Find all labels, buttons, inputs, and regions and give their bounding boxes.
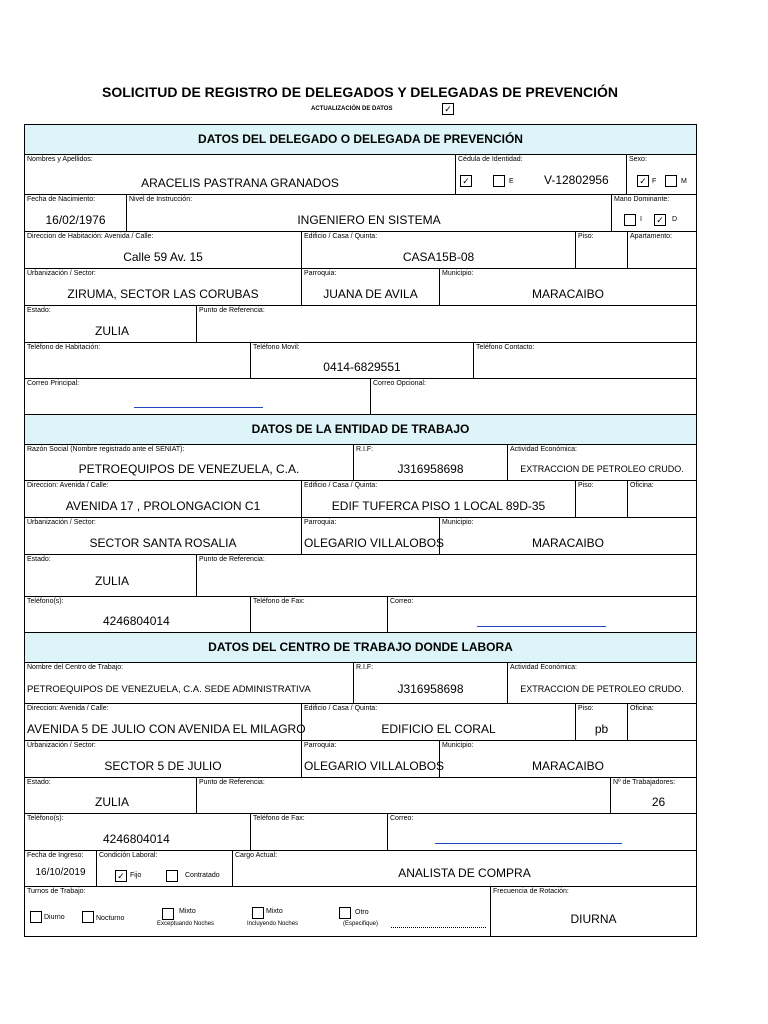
row-razon — [25, 445, 696, 481]
cell-urb — [25, 269, 302, 305]
cell-razon — [25, 445, 354, 480]
urb-value[interactable]: ZIRUMA, SECTOR LAS CORUBAS — [67, 287, 259, 301]
cell-piso — [576, 232, 628, 268]
municipio-value[interactable]: MARACAIBO — [531, 287, 604, 301]
entidad-direccion-label: Direccion: Avenida / Calle: — [27, 482, 109, 489]
centro-telefono-value[interactable]: 4246804014 — [103, 832, 170, 846]
centro-estado-label: Estado: — [27, 779, 51, 786]
entidad-urb-label: Urbanización / Sector: — [27, 519, 96, 526]
registration-form — [24, 124, 697, 937]
sexo-m-checkbox[interactable] — [665, 175, 677, 187]
centro-nombre-value[interactable]: PETROEQUIPOS DE VENEZUELA, C.A. SEDE ADMINISTRATIVA — [27, 684, 311, 695]
entidad-parroquia-label: Parroquia: — [304, 519, 337, 526]
fijo-label: Fijo — [130, 872, 142, 879]
mano-i-label: I — [640, 216, 642, 223]
entidad-correo-link-line[interactable] — [477, 626, 606, 627]
centro-urb-value[interactable]: SECTOR 5 DE JULIO — [104, 759, 222, 773]
cell-centro-estado — [25, 778, 197, 813]
entidad-punto-label: Punto de Referencia: — [199, 556, 265, 563]
entidad-municipio-label: Municipio: — [442, 519, 474, 526]
centro-rif-value[interactable]: J316958698 — [397, 682, 464, 696]
centro-piso-label: Piso: — [578, 705, 594, 712]
row-centro-ingreso — [25, 851, 696, 887]
cell-entidad-direccion — [25, 481, 302, 517]
cell-tel-hab — [25, 343, 251, 378]
sexo-f-label: F — [652, 178, 657, 185]
centro-direccion-label: Direccion: Avenida / Calle: — [27, 705, 109, 712]
centro-parroquia-label: Parroquia: — [304, 742, 337, 749]
centro-fax-label: Teléfono de Fax: — [253, 815, 305, 822]
contratado-checkbox[interactable] — [166, 870, 178, 882]
tel-contacto-label: Teléfono Contacto: — [476, 344, 535, 351]
entidad-direccion-value[interactable]: AVENIDA 17 , PROLONGACION C1 — [65, 499, 261, 513]
cell-entidad-piso — [576, 481, 628, 517]
sexo-f-checkbox[interactable]: ✓ — [637, 175, 649, 187]
cell-entidad-edificio — [302, 481, 576, 517]
cell-centro-direccion — [25, 704, 306, 740]
entidad-edificio-value[interactable]: EDIF TUFERCA PISO 1 LOCAL 89D-35 — [331, 499, 546, 513]
form-title: SOLICITUD DE REGISTRO DE DELEGADOS Y DELEGADAS DE PREVENCIÓN — [102, 84, 618, 100]
cell-correo — [25, 379, 371, 414]
rif-value[interactable]: J316958698 — [397, 462, 464, 476]
mixto-incluyendo-checkbox[interactable] — [252, 907, 264, 919]
centro-direccion-value[interactable]: AVENIDA 5 DE JULIO CON AVENIDA EL MILAGRO — [27, 722, 306, 736]
centro-piso-value[interactable]: pb — [594, 722, 609, 736]
centro-oficina-label: Oficina: — [630, 705, 654, 712]
cell-entidad-telefono — [25, 597, 251, 632]
entidad-parroquia-value[interactable]: OLEGARIO VILLALOBOS — [304, 536, 445, 550]
parroquia-value[interactable]: JUANA DE AVILA — [323, 287, 418, 301]
cell-cedula — [456, 155, 627, 194]
entidad-estado-value[interactable]: ZULIA — [95, 574, 130, 588]
row-centro-nombre — [25, 663, 696, 704]
cell-entidad-oficina — [628, 481, 696, 517]
cell-centro-nombre — [25, 663, 354, 703]
municipio-label: Municipio: — [442, 270, 474, 277]
cell-fecha-nac — [25, 195, 127, 231]
centro-nombre-label: Nombre del Centro de Trabajo: — [27, 664, 124, 671]
entidad-estado-label: Estado: — [27, 556, 51, 563]
cell-centro-fax — [251, 814, 388, 850]
tel-hab-label: Teléfono de Habitación: — [27, 344, 101, 351]
sexo-m-label: M — [681, 178, 687, 185]
cedula-label: Cédula de Identidad: — [458, 156, 523, 163]
cell-entidad-estado — [25, 555, 197, 596]
correo-opc-label: Correo Opcional: — [373, 380, 426, 387]
centro-municipio-label: Municipio: — [442, 742, 474, 749]
centro-urb-label: Urbanización / Sector: — [27, 742, 96, 749]
cell-sexo — [627, 155, 696, 194]
cell-entidad-correo — [388, 597, 696, 632]
urb-label: Urbanización / Sector: — [27, 270, 96, 277]
cell-correo-opc — [371, 379, 696, 414]
rif-label: R.I.F: — [356, 446, 374, 453]
correo-label: Correo Principal: — [27, 380, 80, 387]
razon-label: Razón Social (Nombre registrado ante el SENIAT): — [27, 446, 185, 453]
centro-parroquia-value[interactable]: OLEGARIO VILLALOBOS — [304, 759, 445, 773]
nivel-value[interactable]: INGENIERO EN SISTEMA — [297, 213, 441, 227]
row-centro-direccion — [25, 704, 696, 741]
row-urbanizacion — [25, 269, 696, 306]
cell-nivel — [127, 195, 612, 231]
centro-trabajadores-value[interactable]: 26 — [651, 795, 666, 809]
fijo-checkbox[interactable]: ✓ — [115, 870, 127, 882]
cell-fecha-ingreso — [25, 851, 97, 886]
row-centro-telefono — [25, 814, 696, 851]
cell-frecuencia — [491, 887, 696, 936]
parroquia-label: Parroquia: — [304, 270, 337, 277]
entidad-piso-label: Piso: — [578, 482, 594, 489]
cell-municipio — [440, 269, 696, 305]
turnos-label: Turnos de Trabajo: — [27, 888, 86, 895]
row-direccion — [25, 232, 696, 269]
otro-sub: (Especifique) — [343, 921, 379, 927]
cedula-v-checkbox[interactable]: ✓ — [460, 175, 472, 187]
row-entidad-direccion — [25, 481, 696, 518]
correo-link-line[interactable] — [134, 407, 263, 408]
cell-tel-movil — [251, 343, 474, 378]
tel-movil-label: Teléfono Movil: — [253, 344, 300, 351]
edificio-value[interactable]: CASA15B-08 — [402, 250, 475, 264]
diurno-checkbox[interactable] — [30, 911, 42, 923]
centro-telefono-label: Teléfono(s): — [27, 815, 64, 822]
cell-centro-edificio — [302, 704, 576, 740]
centro-estado-value[interactable]: ZULIA — [95, 795, 130, 809]
cell-centro-actividad — [508, 663, 696, 703]
centro-punto-label: Punto de Referencia: — [199, 779, 265, 786]
entidad-telefono-value[interactable]: 4246804014 — [103, 614, 170, 628]
cell-centro-telefono — [25, 814, 251, 850]
mano-d-label: D — [672, 216, 678, 223]
mixto-exceptuando-checkbox[interactable] — [162, 908, 174, 920]
row-turnos — [25, 887, 696, 936]
razon-value[interactable]: PETROEQUIPOS DE VENEZUELA, C.A. — [78, 462, 300, 476]
cedula-e-label: E — [509, 178, 514, 185]
section-entidad: DATOS DE LA ENTIDAD DE TRABAJO — [25, 415, 696, 445]
mixto-incluyendo-sub: Incluyendo Noches — [247, 921, 299, 927]
cedula-e-checkbox[interactable] — [493, 175, 505, 187]
sexo-label: Sexo: — [629, 156, 647, 163]
cell-condicion — [97, 851, 233, 886]
cell-tel-contacto — [474, 343, 696, 378]
cedula-value[interactable]: V-12802956 — [544, 173, 609, 187]
entidad-oficina-label: Oficina: — [630, 482, 654, 489]
piso-label: Piso: — [578, 233, 594, 240]
centro-trabajadores-label: Nº de Trabajadores: — [613, 779, 676, 786]
row-centro-estado — [25, 778, 696, 814]
cell-centro-oficina — [628, 704, 696, 740]
cell-estado — [25, 306, 197, 342]
centro-edificio-label: Edificio / Casa / Quinta: — [304, 705, 378, 712]
diurno-label: Diurno — [44, 914, 65, 921]
mano-d-checkbox[interactable]: ✓ — [654, 214, 666, 226]
cell-punto — [197, 306, 696, 342]
cell-direccion — [25, 232, 302, 268]
condicion-label: Condición Laboral: — [99, 852, 158, 859]
row-entidad-telefono — [25, 597, 696, 633]
section-centro: DATOS DEL CENTRO DE TRABAJO DONDE LABORA — [25, 633, 696, 663]
centro-rif-label: R.I.F: — [356, 664, 374, 671]
nivel-label: Nivel de Instrucción: — [129, 196, 193, 203]
cell-actividad — [508, 445, 696, 480]
entidad-correo-label: Correo: — [390, 598, 414, 605]
fecha-nac-label: Fecha de Nacimiento: — [27, 196, 96, 203]
nombres-value[interactable]: ARACELIS PASTRANA GRANADOS — [141, 176, 339, 190]
cell-mano — [612, 195, 696, 231]
cell-edificio — [302, 232, 576, 268]
row-estado — [25, 306, 696, 343]
cell-entidad-urb — [25, 518, 302, 554]
actividad-value[interactable]: EXTRACCION DE PETROLEO CRUDO. — [520, 464, 684, 474]
entidad-municipio-value[interactable]: MARACAIBO — [531, 536, 604, 550]
cell-centro-trabajadores — [611, 778, 696, 813]
frecuencia-value[interactable]: DIURNA — [570, 912, 617, 926]
centro-correo-label: Correo: — [390, 815, 414, 822]
otro-label: Otro — [355, 909, 369, 916]
fecha-nac-value[interactable]: 16/02/1976 — [45, 213, 106, 227]
row-fecha-nacimiento — [25, 195, 696, 232]
cell-centro-municipio — [440, 741, 696, 777]
cell-centro-rif — [354, 663, 508, 703]
mixto-exceptuando-label: Mixto — [179, 908, 196, 915]
cell-apartamento — [628, 232, 696, 268]
punto-label: Punto de Referencia: — [199, 307, 265, 314]
cell-nombres — [25, 155, 456, 194]
cell-entidad-punto — [197, 555, 696, 596]
estado-label: Estado: — [27, 307, 51, 314]
mixto-incluyendo-label: Mixto — [266, 908, 283, 915]
direccion-value[interactable]: Calle 59 Av. 15 — [123, 250, 203, 264]
section-delegado: DATOS DEL DELEGADO O DELEGADA DE PREVENCIÓN — [25, 125, 696, 155]
centro-correo-link-line[interactable] — [435, 843, 622, 844]
cell-centro-urb — [25, 741, 302, 777]
cell-turnos — [25, 887, 491, 936]
direccion-label: Direccion de Habitación: Avenida / Calle: — [27, 233, 154, 240]
mano-i-checkbox[interactable] — [624, 214, 636, 226]
row-correo — [25, 379, 696, 415]
cell-centro-correo — [388, 814, 696, 850]
estado-value[interactable]: ZULIA — [95, 324, 130, 338]
mano-label: Mano Dominante: — [614, 196, 670, 203]
update-checkbox[interactable]: ✓ — [442, 103, 454, 115]
tel-movil-value[interactable]: 0414-6829551 — [323, 360, 401, 374]
frecuencia-label: Frecuencia de Rotación: — [493, 888, 569, 895]
cell-centro-parroquia — [302, 741, 445, 777]
nombres-label: Nombres y Apellidos: — [27, 156, 93, 163]
nocturno-checkbox[interactable] — [82, 911, 94, 923]
fecha-ingreso-label: Fecha de Ingreso: — [27, 852, 84, 859]
cell-centro-punto — [197, 778, 611, 813]
cell-centro-piso — [576, 704, 628, 740]
cell-cargo — [233, 851, 696, 886]
update-label: ACTUALIZACIÓN DE DATOS — [311, 106, 393, 112]
cell-entidad-municipio — [440, 518, 696, 554]
contratado-label: Contratado — [185, 872, 220, 879]
row-nombres — [25, 155, 696, 195]
row-centro-urb — [25, 741, 696, 778]
centro-edificio-value[interactable]: EDIFICIO EL CORAL — [381, 722, 496, 736]
entidad-telefono-label: Teléfono(s): — [27, 598, 64, 605]
centro-municipio-value[interactable]: MARACAIBO — [531, 759, 604, 773]
cell-entidad-parroquia — [302, 518, 445, 554]
row-entidad-estado — [25, 555, 696, 597]
cargo-label: Cargo Actual: — [235, 852, 278, 859]
nocturno-label: Nocturno — [96, 915, 125, 922]
centro-actividad-value[interactable]: EXTRACCION DE PETROLEO CRUDO. — [520, 684, 684, 694]
entidad-fax-label: Teléfono de Fax: — [253, 598, 305, 605]
mixto-exceptuando-sub: Exceptuando Noches — [157, 921, 215, 927]
cell-rif — [354, 445, 508, 480]
otro-specify-line[interactable] — [391, 927, 486, 928]
row-telefonos — [25, 343, 696, 379]
row-entidad-urb — [25, 518, 696, 555]
entidad-edificio-label: Edificio / Casa / Quinta: — [304, 482, 378, 489]
edificio-label: Edificio / Casa / Quinta: — [304, 233, 378, 240]
cell-entidad-fax — [251, 597, 388, 632]
otro-checkbox[interactable] — [339, 907, 351, 919]
actividad-label: Actividad Económica: — [510, 446, 577, 453]
apto-label: Apartamento: — [630, 233, 673, 240]
fecha-ingreso-value[interactable]: 16/10/2019 — [35, 867, 86, 878]
cell-parroquia — [302, 269, 440, 305]
centro-actividad-label: Actividad Económica: — [510, 664, 577, 671]
entidad-urb-value[interactable]: SECTOR SANTA ROSALIA — [89, 536, 237, 550]
cargo-value[interactable]: ANALISTA DE COMPRA — [398, 866, 531, 880]
